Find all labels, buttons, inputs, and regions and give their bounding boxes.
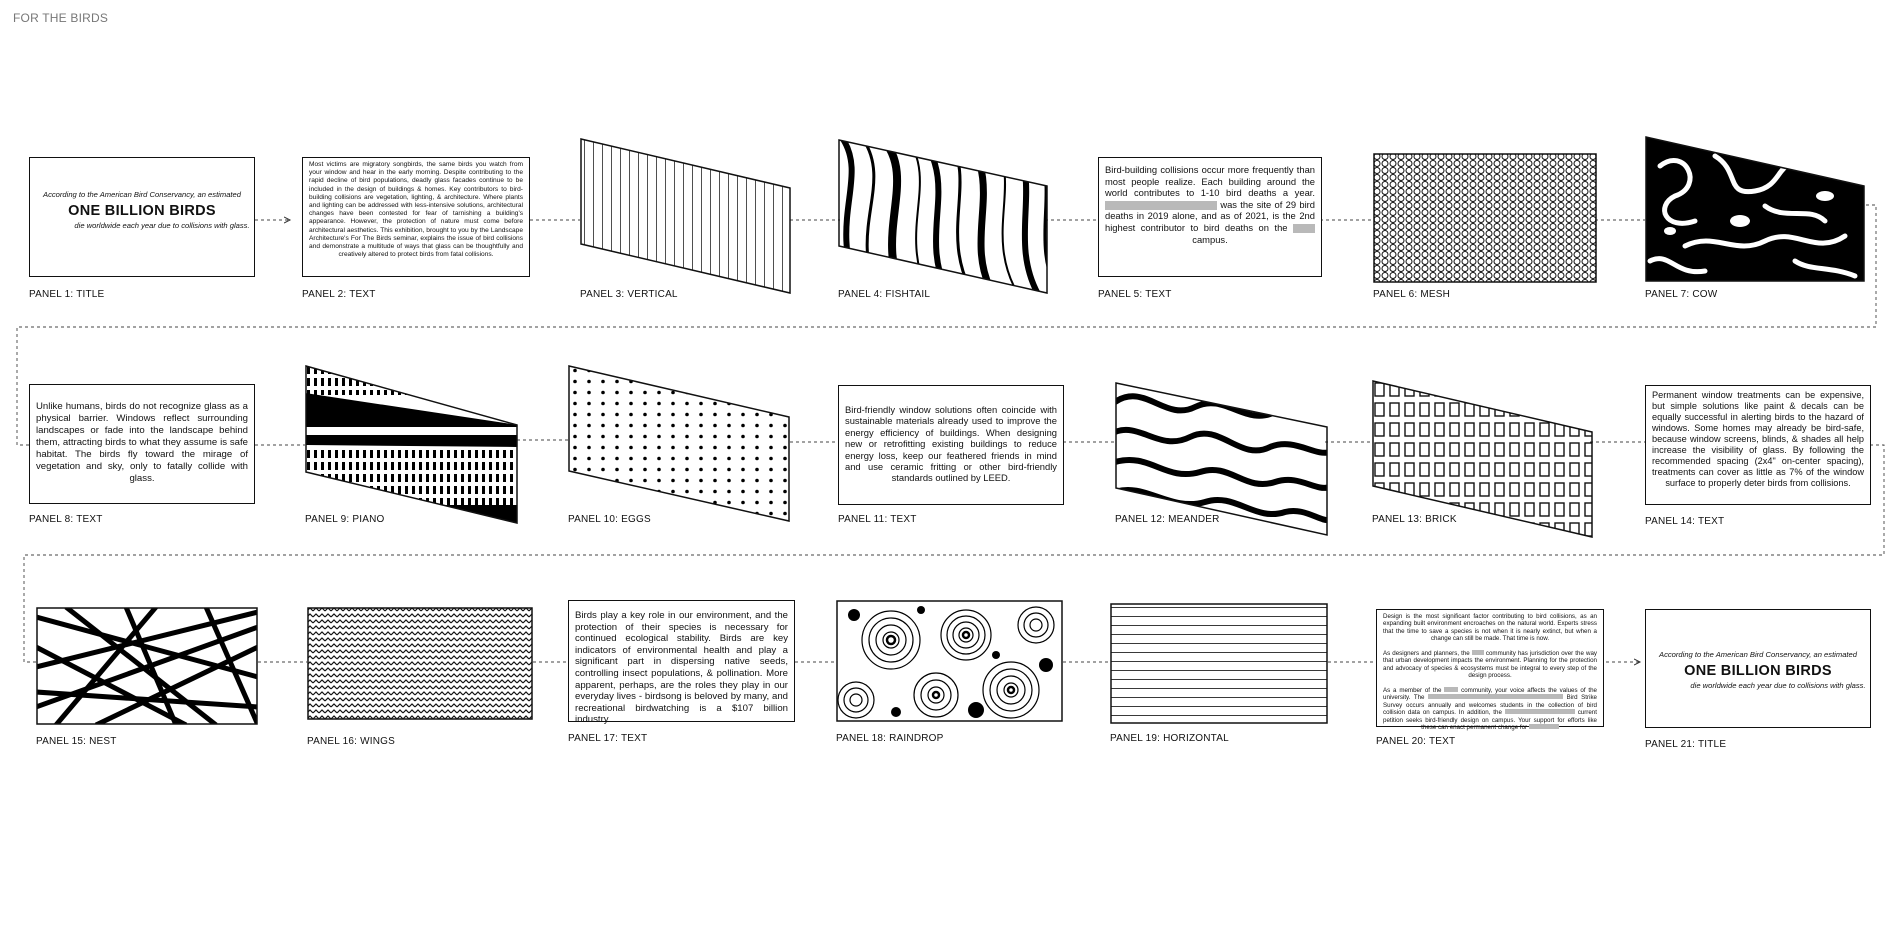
panel-caption: PANEL 19: HORIZONTAL [1110, 733, 1229, 744]
redaction [1505, 709, 1575, 714]
title-card [1645, 609, 1871, 728]
redaction [1428, 694, 1563, 699]
panel-caption: PANEL 6: MESH [1373, 289, 1451, 300]
panel-text-part: Design is the most significant factor contributing to bird collisions, as an expanding built environment encroaches on the natural world. Experts stress that the time to save a species is not when it is nearly extinct, but when a change can still be made. That time is now. [1383, 613, 1597, 643]
vertical-pattern [580, 138, 792, 294]
panel-caption: PANEL 7: COW [1645, 289, 1718, 300]
panel-caption: PANEL 17: TEXT [568, 733, 648, 744]
panel-caption: PANEL 21: TITLE [1645, 739, 1727, 750]
panel-text: Permanent window treatments can be expensive, but simple solutions like paint & decals can be equally successful in alerting birds to the hazard of windows. Some homes may already be bird-safe, because window screens, blinds, & shades all help increase the visibility of glass. By following the recommended spacing (2x4" on-center spacing), treatments can cover as little as 7% of the window surface to properly deter birds from collisions. [1652, 390, 1864, 488]
text-card [302, 157, 530, 277]
panel-text: Bird-friendly window solutions often coincide with sustainable materials already used to improve the energy efficiency of buildings. When designing new or retrofitting existing buildings to reduce energy loss, keep our feathered friends in mind and use ceramic fritting or other bird-friendly standards outlined by LEED. [845, 404, 1057, 484]
title-card [29, 157, 255, 277]
title-intro: According to the American Bird Conservancy, an estimated [1659, 650, 1857, 659]
horizontal-pattern [1110, 603, 1328, 724]
panel-text-part: As a member of the [1383, 687, 1442, 695]
title-ending: die worldwide each year due to collisions with glass. [1690, 681, 1866, 690]
redaction [1529, 724, 1559, 729]
meander-pattern [1115, 382, 1328, 536]
panel-caption: PANEL 20: TEXT [1376, 736, 1456, 747]
panel-caption: PANEL 8: TEXT [29, 514, 103, 525]
panel-caption: PANEL 15: NEST [36, 736, 117, 747]
panel-caption: PANEL 10: EGGS [568, 514, 651, 525]
redaction [1472, 650, 1484, 655]
text-card [1376, 609, 1604, 732]
panel-caption: PANEL 4: FISHTAIL [838, 289, 931, 300]
title-ending: die worldwide each year due to collisions with glass. [74, 221, 250, 230]
text-card [29, 384, 255, 504]
panel-caption: PANEL 13: BRICK [1372, 514, 1457, 525]
panel-text [1105, 164, 1315, 245]
panel-text-part: community has jurisdiction over the way that urban development impacts the environment. Planning for the protection and advocacy of species & ecosystems must be integral to every step of the design process. [1383, 650, 1597, 680]
cow-pattern [1645, 136, 1865, 282]
fishtail-pattern [838, 139, 1048, 294]
panel-text-part: community, your voice affects the values of the university. The [1383, 687, 1597, 702]
title-headline: ONE BILLION BIRDS [68, 203, 216, 219]
panel-caption: PANEL 1: TITLE [29, 289, 105, 300]
panel-text [1383, 613, 1597, 732]
panel-caption: PANEL 3: VERTICAL [580, 289, 678, 300]
panel-caption: PANEL 11: TEXT [838, 514, 917, 525]
eggs-pattern [568, 365, 790, 523]
panel-caption: PANEL 5: TEXT [1098, 289, 1172, 300]
text-card [1645, 385, 1871, 505]
panel-caption: PANEL 16: WINGS [307, 736, 396, 747]
panel-text-part: current petition seeks bird-friendly design on campus. Your support for efforts like these can enact permanent change for [1383, 709, 1597, 732]
panel-caption: PANEL 2: TEXT [302, 289, 376, 300]
panel-caption: PANEL 9: PIANO [305, 514, 385, 525]
panel-text: Most victims are migratory songbirds, the same birds you watch from your window and hear in the early morning. Despite contributing to the rapid decline of bird populations, deadly glass facades continue to be included in the design of buildings & homes. Key contributors to bird-building collisions are vegetation, lighting, & architecture. Where plants and lighting can be addressed with less-intensive solutions, architectural changes have been contested for fear of tarnishing a building's appearance. However, the protection of nature must come before architectural aesthetics. This exhibition, brought to you by the Landscape Architecture's For The Birds seminar, explains the issue of bird collisions and demonstrate a multitude of ways that glass can be thoughtfully and creatively altered to protect birds from fatal collisions. [309, 161, 523, 259]
raindrop-pattern [836, 600, 1063, 722]
page-title: FOR THE BIRDS [13, 11, 109, 25]
panel-caption: PANEL 14: TEXT [1645, 516, 1725, 527]
panel-text-part: campus. [1192, 233, 1228, 245]
text-card [1098, 157, 1322, 277]
panel-text-part: Bird-building collisions occur more frequently than most people realize. Each building around the world contributes to 1-10 bird deaths a year. [1105, 164, 1315, 199]
piano-pattern [305, 365, 518, 525]
redaction [1444, 687, 1458, 692]
panel-text-part: As designers and planners, the [1383, 650, 1470, 658]
panel-text-part: was the site of 29 bird deaths in 2019 alone, and as of 2021, is the 2nd highest contributor to bird deaths on the [1105, 198, 1315, 233]
title-intro: According to the American Bird Conservancy, an estimated [43, 190, 241, 199]
panel-text: Unlike humans, birds do not recognize glass as a physical barrier. Windows reflect surrounding landscapes or fade into the landscape behind them, attracting birds to what they assume is safe habitat. The birds fly toward the mirage of vegetation and sky, only to fatally collide with glass. [36, 401, 248, 484]
text-card [838, 385, 1064, 505]
nest-pattern [36, 607, 258, 725]
panel-caption: PANEL 12: MEANDER [1115, 514, 1220, 525]
redaction [1293, 224, 1315, 233]
panel-text-part: Bird Strike Survey occurs annually and welcomes students in the collection of bird collision data on campus. In addition, the [1383, 694, 1597, 717]
mesh-pattern [1373, 153, 1597, 283]
title-headline: ONE BILLION BIRDS [1684, 663, 1832, 679]
text-card [568, 600, 795, 726]
wings-pattern [307, 607, 533, 720]
panel-caption: PANEL 18: RAINDROP [836, 733, 944, 744]
panel-text: Birds play a key role in our environment, and the protection of their species is necessary for continued ecological stability. Birds are key indicators of environmental health and play a significant part in dispersing native seeds, controlling insect populations, & pollination. More apparent, perhaps, are the roles they play in our everyday lives - birdsong is beloved by many, and recreational birdwatching is a $107 billion industry. [575, 610, 788, 726]
redaction [1105, 201, 1217, 210]
